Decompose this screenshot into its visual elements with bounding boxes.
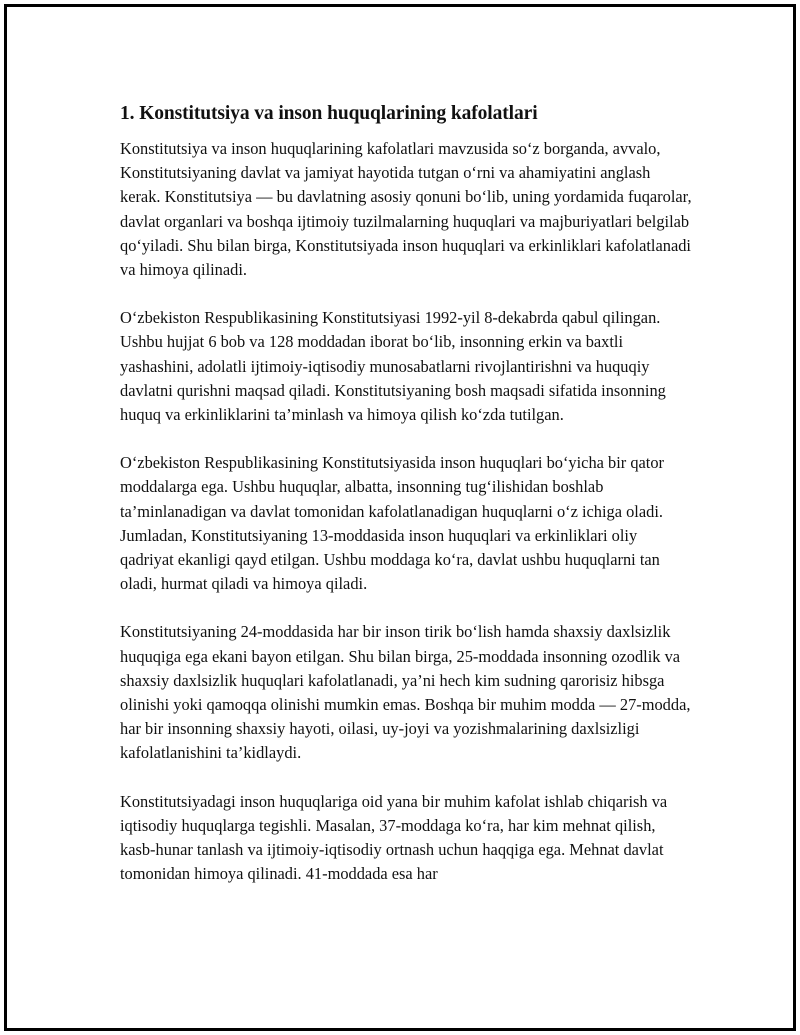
paragraph-2: O‘zbekiston Respublikasining Konstitutsiyasi 1992-yil 8-dekabrda qabul qilingan. Ushbu hujjat 6 bob va 128 moddadan iborat bo‘lib, insonning erkin va baxtli yashashini, adolatli ijtimoiy-iqtisodiy munosabatlarni rivojlantirishni va huquqiy davlatni qurishni maqsad qiladi. Konstitutsiyaning bosh maqsadi sifatida insonning huquq va erkinliklarini ta’minlash va himoya qilish ko‘zda tutilgan. xyxy=(120,308,666,425)
document-page xyxy=(4,4,796,1031)
paragraph-5: Konstitutsiyadagi inson huquqlariga oid yana bir muhim kafolat ishlab chiqarish va iqtisodiy huquqlarga tegishli. Masalan, 37-moddaga ko‘ra, har kim mehnat qilish, kasb-hunar tanlash va ijtimoiy-iqtisodiy ortnash uchun haqqiga ega. Mehnat davlat tomonidan himoya qilinadi. 41-moddada esa har xyxy=(120,791,668,884)
section-heading: 1. Konstitutsiya va inson huquqlarining kafolatlari xyxy=(120,103,538,124)
paragraph-1: Konstitutsiya va inson huquqlarining kafolatlari mavzusida so‘z borganda, avvalo, Konstitutsiyaning davlat va jamiyat hayotida tutgan o‘rni va ahamiyatini anglash kerak. Konstitutsiya — bu davlatning asosiy qonuni bo‘lib, uning yordamida fuqarolar, davlat organlari va boshqa ijtimoiy tuzilmalarning huquqlari va majburiyatlari belgilab qo‘yiladi. Shu bilan birga, Konstitutsiyada inson huquqlari va erkinliklari kafolatlanadi va himoya qilinadi. xyxy=(120,139,692,280)
page-content xyxy=(120,101,692,910)
paragraph-4: Konstitutsiyaning 24-moddasida har bir inson tirik bo‘lish hamda shaxsiy daxlsizlik huquqiga ega ekani bayon etilgan. Shu bilan birga, 25-moddada insonning ozodlik va shaxsiy daxlsizlik huquqlari kafolatlanadi, ya’ni hech kim sudning qarorisiz hibsga olinishi yoki qamoqqa olinishi mumkin emas. Boshqa bir muhim modda — 27-modda, har bir insonning shaxsiy hayoti, oilasi, uy-joyi va yozishmalarining daxlsizligi kafolatlanishini ta’kidlaydi. xyxy=(120,622,691,763)
paragraph-3: O‘zbekiston Respublikasining Konstitutsiyasida inson huquqlari bo‘yicha bir qator moddalarga ega. Ushbu huquqlar, albatta, insonning tug‘ilishidan boshlab ta’minlanadigan va davlat tomonidan kafolatlanadigan huquqlarni o‘z ichiga oladi. Jumladan, Konstitutsiyaning 13-moddasida inson huquqlari va erkinliklari oliy qadriyat ekanligi qayd etilgan. Ushbu moddaga ko‘ra, davlat ushbu huquqlarni tan oladi, hurmat qiladi va himoya qiladi. xyxy=(120,453,665,594)
